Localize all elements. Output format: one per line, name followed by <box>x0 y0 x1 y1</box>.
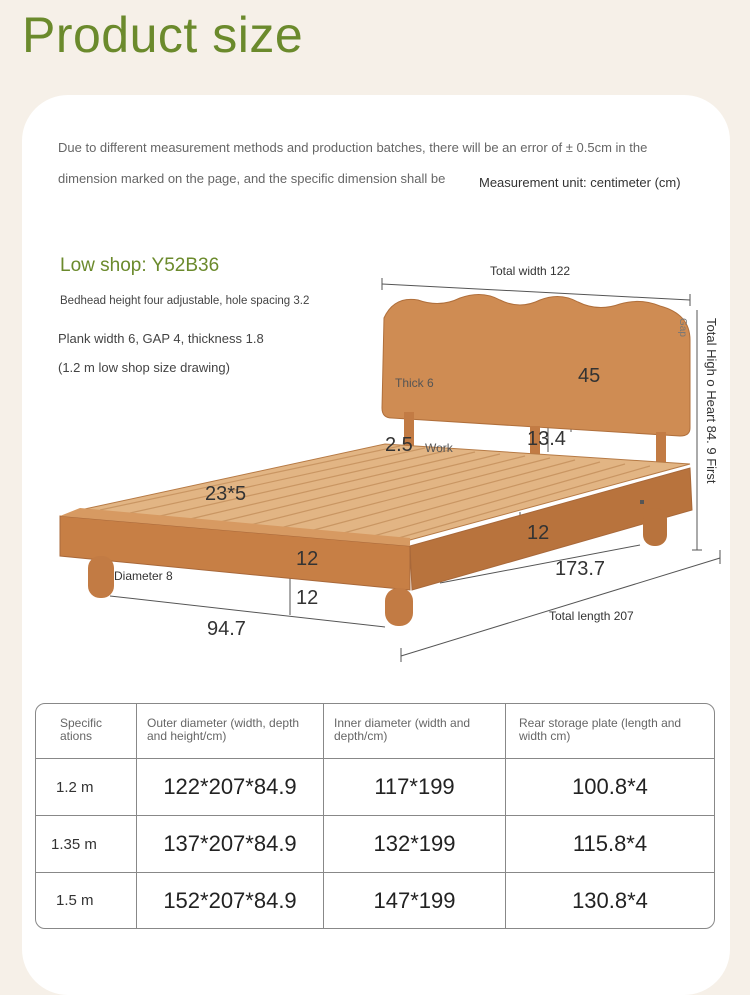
row-inner: 117*199 <box>324 759 506 816</box>
header-inner-diameter: Inner diameter (width and depth/cm) <box>324 704 506 759</box>
drawing-note: (1.2 m low shop size drawing) <box>58 360 230 375</box>
dim-total-length: Total length 207 <box>549 609 634 623</box>
dim-inner-length: 173.7 <box>555 558 606 580</box>
header-rear-plate: Rear storage plate (length and width cm) <box>506 704 714 759</box>
plank-note: Plank width 6, GAP 4, thickness 1.8 <box>58 331 264 346</box>
dim-work-value: 2.5 <box>385 434 413 456</box>
row-size: 1.2 m <box>36 759 137 816</box>
dim-inner-width: 94.7 <box>207 618 246 640</box>
dim-leg-gap: 13.4 <box>527 428 566 450</box>
row-outer: 122*207*84.9 <box>137 759 324 816</box>
row-plate: 100.8*4 <box>506 759 714 816</box>
dim-leg-height: 12 <box>296 587 319 609</box>
dim-frame-right: 12 <box>527 522 550 544</box>
page-title: Product size <box>22 7 304 63</box>
spec-table <box>35 703 715 929</box>
row-inner: 132*199 <box>324 816 506 873</box>
row-outer: 137*207*84.9 <box>137 816 324 873</box>
table-row <box>36 816 714 873</box>
dim-thick: Thick 6 <box>395 376 434 390</box>
measurement-unit: Measurement unit: centimeter (cm) <box>479 175 681 190</box>
dim-headboard-height: 45 <box>578 365 601 387</box>
row-size: 1.5 m <box>36 873 137 928</box>
row-plate: 115.8*4 <box>506 816 714 873</box>
row-plate: 130.8*4 <box>572 887 648 913</box>
bedhead-note: Bedhead height four adjustable, hole spacing 3.2 <box>60 295 310 307</box>
table-row <box>36 759 714 816</box>
dim-work: Work <box>425 441 453 455</box>
notice-line-2: dimension marked on the page, and the specific dimension shall be <box>58 171 446 186</box>
notice-line-1: Due to different measurement methods and production batches, there will be an error of ± 0.5cm in the <box>58 140 648 155</box>
dim-gap: Gap <box>677 318 688 337</box>
table-header-row <box>36 704 714 759</box>
dim-slats: 23*5 <box>205 483 247 505</box>
dim-frame-front: 12 <box>296 548 319 570</box>
dim-diameter: Diameter 8 <box>114 569 173 583</box>
row-outer: 152*207*84.9 <box>137 873 324 928</box>
row-size: 1.35 m <box>36 816 137 873</box>
header-outer-diameter: Outer diameter (width, depth and height/cm) <box>137 704 324 759</box>
dim-total-high: Total High o Heart 84. 9 First <box>704 318 719 484</box>
row-inner: 147*199 <box>324 873 506 928</box>
table-row <box>36 873 714 928</box>
header-specifications: Specific ations <box>36 704 137 759</box>
dim-total-width: Total width 122 <box>490 264 571 278</box>
model-number: Low shop: Y52B36 <box>60 255 220 276</box>
